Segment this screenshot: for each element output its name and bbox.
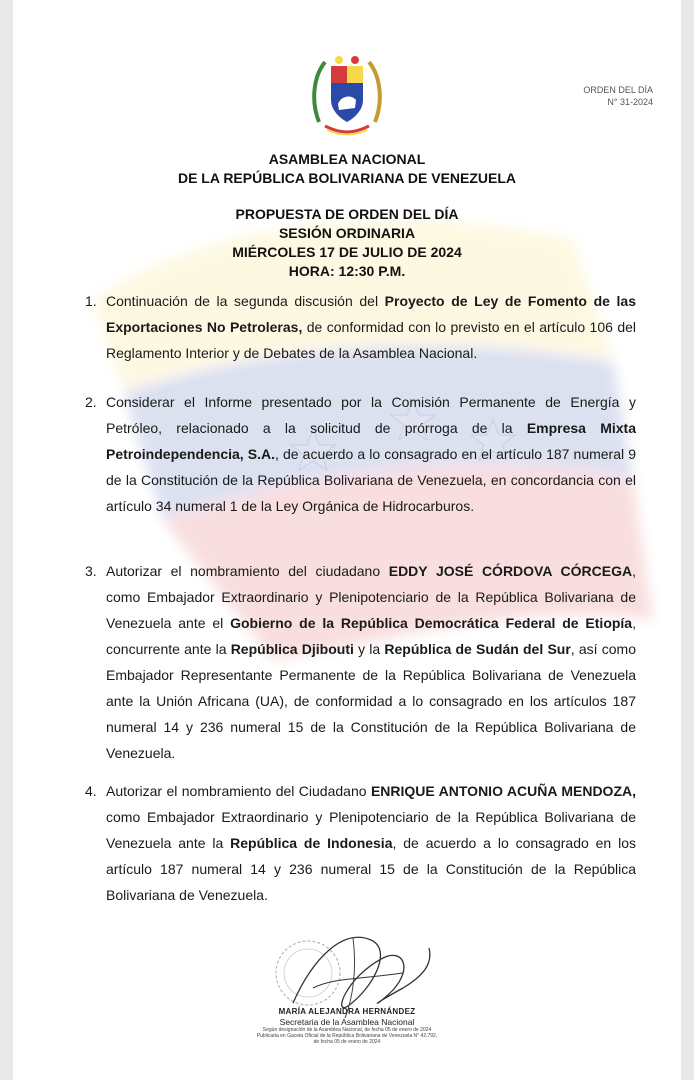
session-time: HORA: 12:30 P.M. <box>288 263 406 279</box>
order-label: ORDEN DEL DÍA <box>583 85 653 95</box>
item-number: 4. <box>85 783 97 799</box>
session-date: MIÉRCOLES 17 DE JULIO DE 2024 <box>232 244 462 260</box>
item-text-segment: , de acuerdo a lo consagrado en el artículo 187 numeral 9 de la Constitución de la República Bolivariana de Venezuela, en concordancia con el artículo 34 numeral 1 de la Ley Orgánica de Hidrocarburos. <box>106 446 636 514</box>
item-number: 2. <box>85 394 97 410</box>
signatory-name: MARÍA ALEJANDRA HERNÁNDEZ <box>278 1007 416 1016</box>
item-number: 1. <box>85 293 97 309</box>
institution-line-1: ASAMBLEA NACIONAL <box>268 151 426 167</box>
item-text-emphasis: ENRIQUE ANTONIO ACUÑA MENDOZA, <box>370 783 636 799</box>
designation-note-1: Según designación de la Asamblea Nacional, de fecha 05 de enero de 2024 <box>262 1027 432 1033</box>
item-text-emphasis: EDDY JOSÉ CÓRDOVA CÓRCEGA <box>388 563 633 579</box>
item-text-emphasis: República de Indonesia <box>230 835 393 851</box>
item-text-emphasis: República de Sudán del Sur <box>384 641 571 657</box>
item-text <box>106 288 636 366</box>
item-text-emphasis: Proyecto de Ley de Fomento de las Exportaciones No Petroleras, <box>106 293 636 335</box>
session-type: SESIÓN ORDINARIA <box>278 225 416 241</box>
session-title: PROPUESTA DE ORDEN DEL DÍA <box>235 206 459 222</box>
item-text-emphasis: Gobierno de la República Democrática Federal de Etiopía <box>230 615 633 631</box>
institution-heading <box>13 150 681 188</box>
item-text <box>106 778 636 908</box>
item-text-segment: , de acuerdo a lo consagrado en los artículo 187 numeral 14 y 236 numeral 15 de la Constitución de la República Bolivariana de Venezuela. <box>106 835 636 903</box>
document-page <box>13 0 681 1080</box>
item-text-segment: Considerar el Informe presentado por la Comisión Permanente de Energía y Petróleo, relacionado a la solicitud de prórroga de la <box>106 394 636 436</box>
signature-block <box>13 1007 681 1045</box>
item-text-segment: y la <box>353 641 385 657</box>
item-text-segment: , así como Embajador Representante Permanente de la República Bolivariana de Venezuela ante la Unión Africana (UA), de conformidad a lo consagrado en los artículos 187 numeral 14 y 236 numeral 15 de la Constitución de la República Bolivariana de Venezuela. <box>106 641 636 761</box>
item-text-segment: de conformidad con lo previsto en el artículo 106 del Reglamento Interior y de Debates de la Asamblea Nacional. <box>106 319 636 361</box>
item-text-emphasis: Empresa Mixta Petroindependencia, S.A. <box>106 420 636 462</box>
signatory-title: Secretaria de la Asamblea Nacional <box>279 1017 415 1027</box>
item-text <box>106 558 636 766</box>
session-heading <box>13 205 681 281</box>
item-text-segment: como Embajador Extraordinario y Plenipotenciario de la República Bolivariana de Venezuela ante la <box>106 809 636 851</box>
institution-line-2: DE LA REPÚBLICA BOLIVARIANA DE VENEZUELA <box>177 170 517 186</box>
order-number: N° 31-2024 <box>607 97 653 107</box>
item-text-segment: Autorizar el nombramiento del Ciudadano <box>106 783 371 799</box>
designation-note-2: Publicada en Gaceta Oficial de la República Bolivariana de Venezuela N° 42.792, <box>256 1033 438 1039</box>
item-text <box>106 389 636 519</box>
item-text-segment: Autorizar el nombramiento del ciudadano <box>106 563 389 579</box>
item-text-segment: , como Embajador Extraordinario y Plenipotenciario de la República Bolivariana de Venezuela ante el <box>106 563 636 631</box>
coat-of-arms-icon <box>311 52 383 136</box>
item-text-emphasis: República Djibouti <box>230 641 354 657</box>
item-text-segment: Continuación de la segunda discusión del <box>106 293 385 309</box>
order-reference <box>583 84 653 108</box>
item-text-segment: , concurrente ante la <box>106 615 636 657</box>
designation-note-3: de fecha 05 de enero de 2024 <box>313 1039 381 1045</box>
item-number: 3. <box>85 563 97 579</box>
